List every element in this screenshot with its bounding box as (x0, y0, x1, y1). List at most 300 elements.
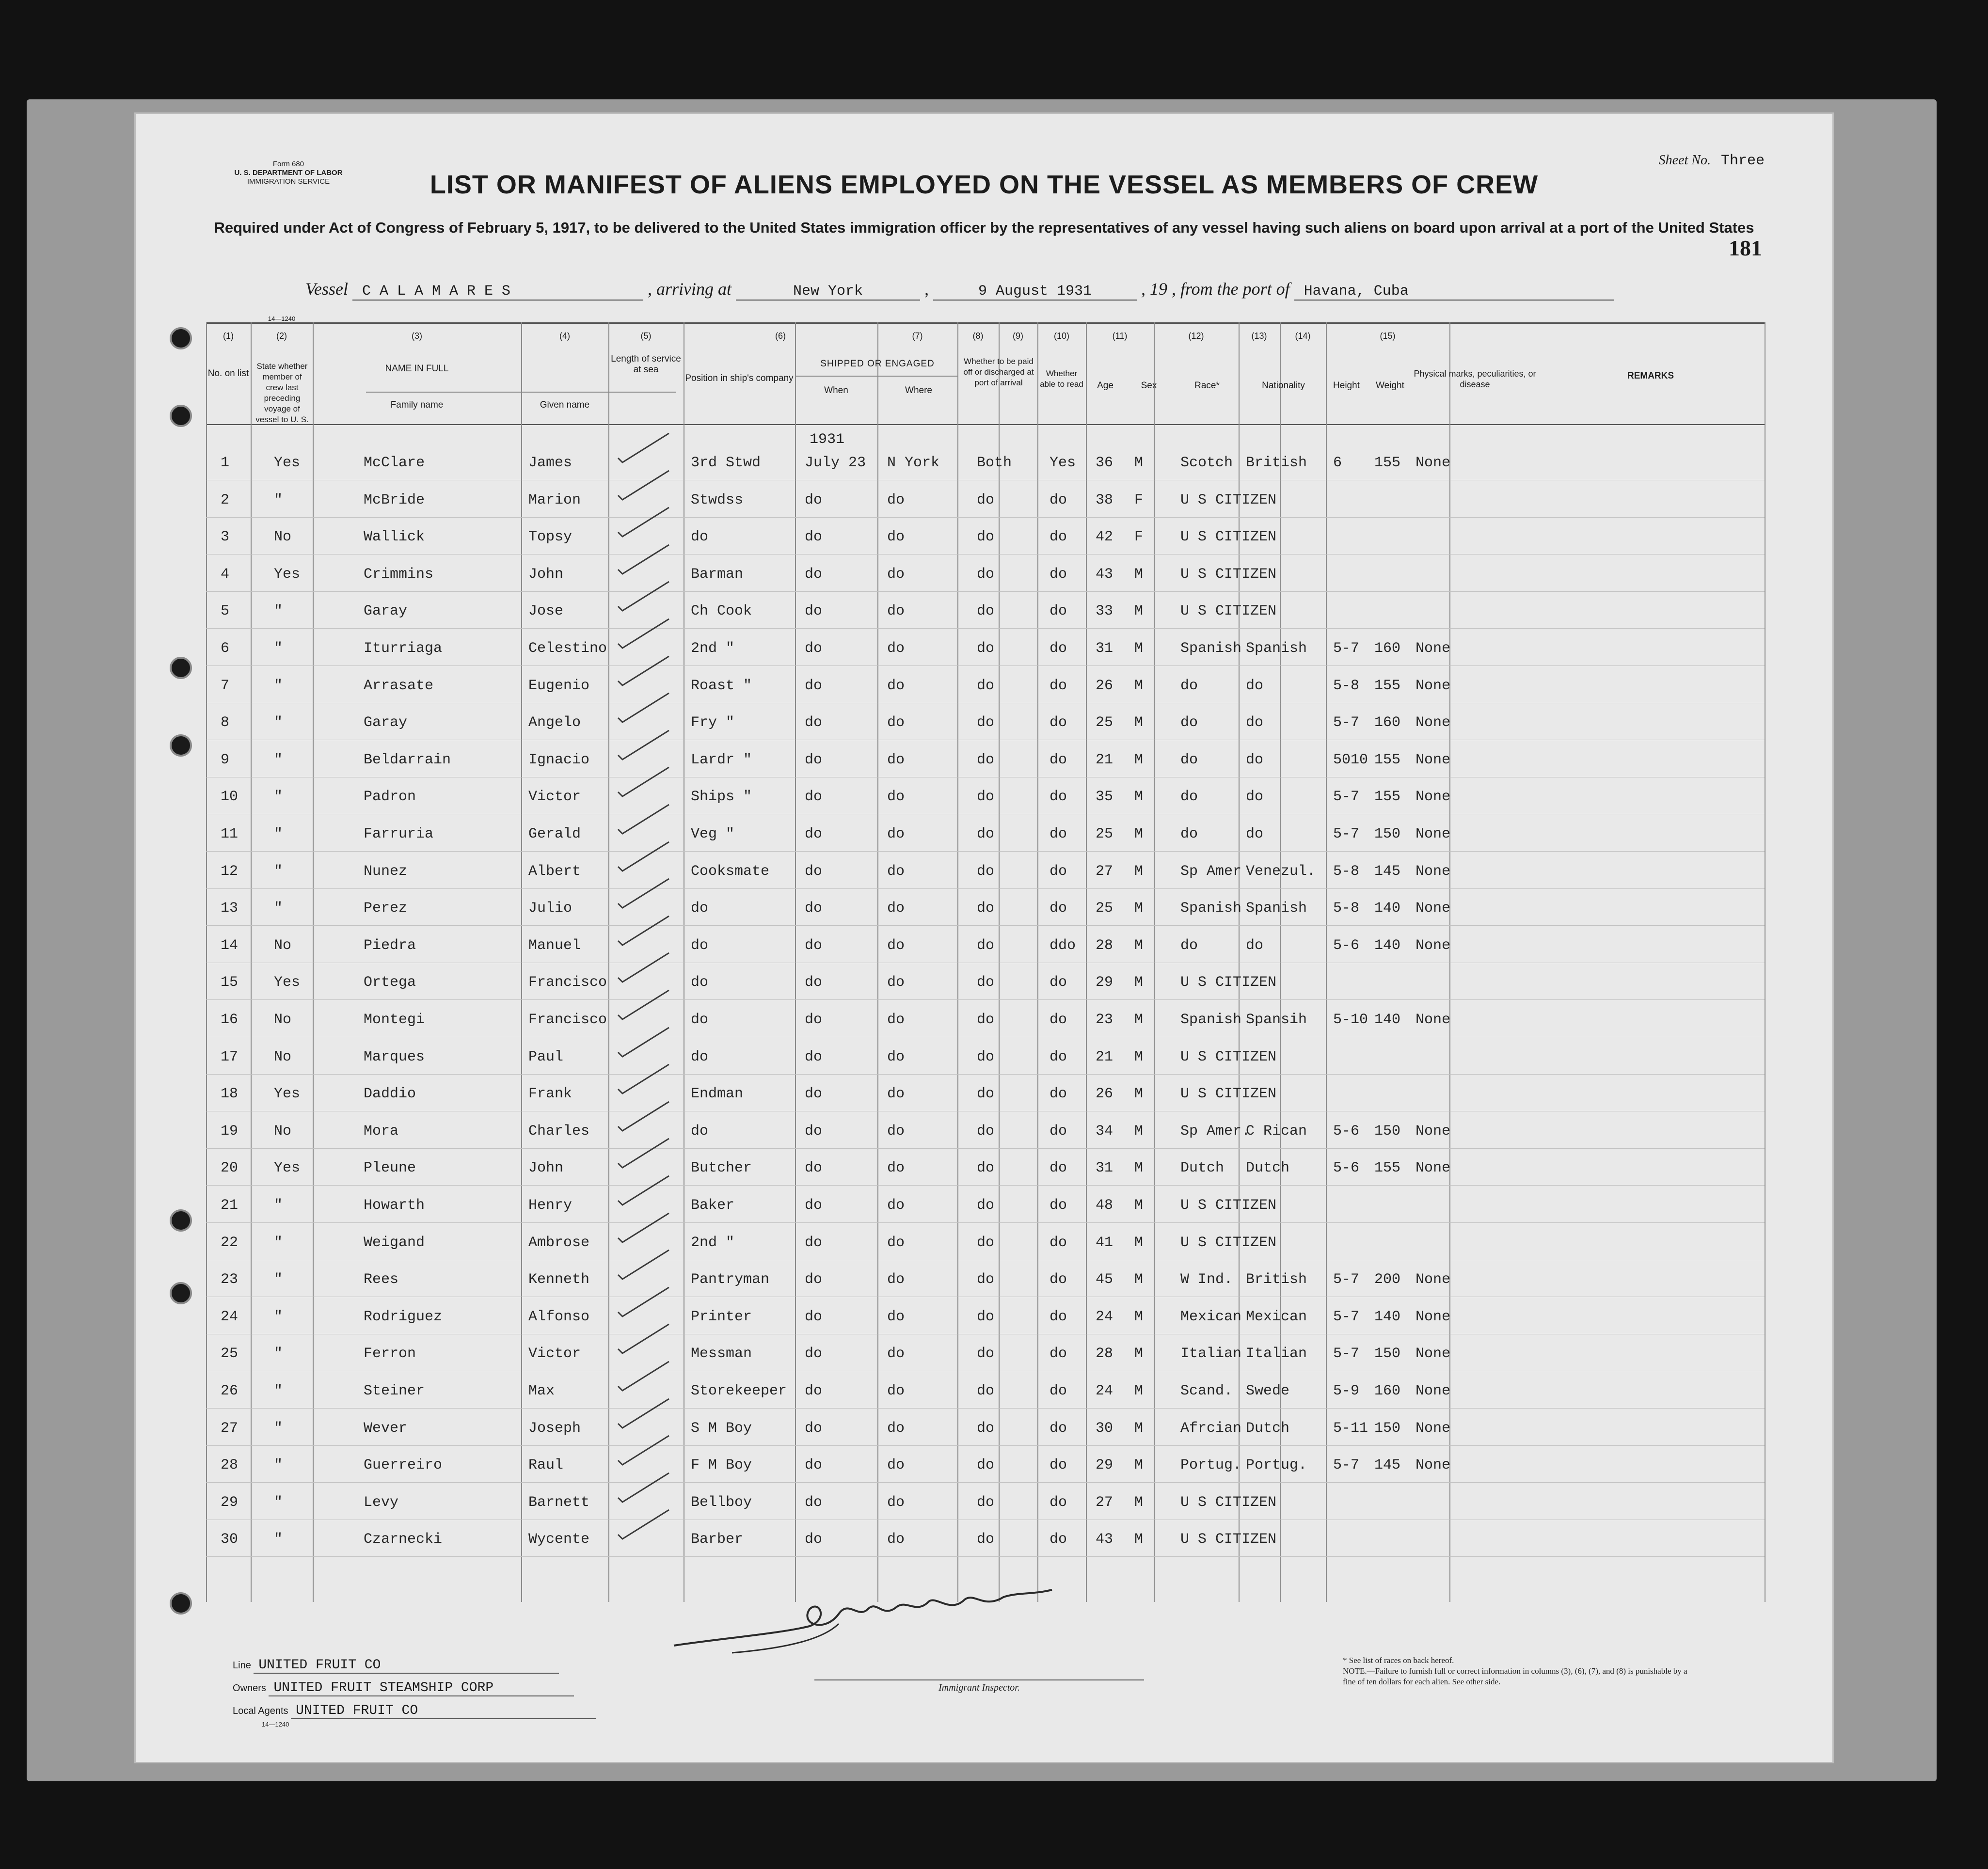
height: 5-6 (1333, 937, 1360, 954)
prev-voyage: " (274, 491, 283, 508)
family-name: McBride (364, 491, 425, 508)
owners-field (233, 1680, 574, 1696)
position: Baker (691, 1197, 735, 1214)
height: 5-7 (1333, 1346, 1360, 1362)
table-row (206, 446, 1765, 481)
weight: 150 (1374, 1346, 1401, 1362)
physical-marks: None (1415, 1271, 1451, 1288)
shipped-where: do (887, 714, 905, 731)
age: 29 (1096, 974, 1113, 991)
height: 5-7 (1333, 826, 1360, 842)
col-head-given: Given name (540, 400, 590, 410)
weight: 150 (1374, 1123, 1401, 1140)
race: Italian (1180, 1346, 1242, 1362)
col-head-no: No. on list (207, 368, 249, 379)
able-to-read: do (1050, 1494, 1067, 1511)
able-to-read: do (1050, 1012, 1067, 1028)
able-to-read: Yes (1050, 455, 1076, 471)
height: 5-7 (1333, 714, 1360, 731)
row-number: 1 (221, 455, 230, 471)
shipped-where: do (887, 900, 905, 917)
race: Scotch (1180, 455, 1233, 471)
col-num-3: (3) (412, 331, 422, 341)
agents-field (233, 1703, 596, 1719)
table-row (206, 706, 1765, 741)
row-number: 12 (221, 863, 239, 880)
check-mark-icon (616, 431, 674, 465)
shipped-when: do (805, 1234, 823, 1251)
col-num-13: (13) (1251, 331, 1267, 341)
col-head-where: Where (905, 385, 932, 396)
check-mark-icon (616, 1026, 674, 1060)
nationality: Italian (1246, 1346, 1307, 1362)
col-head-weight: Weight (1376, 380, 1404, 391)
given-name: Ambrose (528, 1234, 590, 1251)
age: 29 (1096, 1457, 1113, 1474)
check-mark-icon (616, 506, 674, 539)
manifest-title: LIST OR MANIFEST OF ALIENS EMPLOYED ON THE VESSEL AS MEMBERS OF CREW (429, 170, 1539, 199)
able-to-read: do (1050, 863, 1067, 880)
prev-voyage: " (274, 1234, 283, 1251)
paid-off: do (977, 1457, 995, 1474)
shipped-where: do (887, 1271, 905, 1288)
physical-marks: None (1415, 863, 1451, 880)
sex: F (1134, 491, 1144, 508)
paid-off: do (977, 529, 995, 546)
shipped-when: do (805, 491, 823, 508)
table-row (206, 855, 1765, 889)
position: 3rd Stwd (691, 455, 761, 471)
age: 36 (1096, 455, 1113, 471)
family-name: Nunez (364, 863, 408, 880)
weight: 140 (1374, 900, 1401, 917)
able-to-read: do (1050, 1123, 1067, 1140)
paid-off: do (977, 789, 995, 806)
prev-voyage: " (274, 1531, 283, 1548)
punch-hole-icon (170, 734, 192, 757)
shipped-when: do (805, 1308, 823, 1325)
sex: M (1134, 1494, 1144, 1511)
sex: M (1134, 900, 1144, 917)
table-row (206, 1300, 1765, 1335)
given-name: Charles (528, 1123, 590, 1140)
given-name: Francisco (528, 974, 607, 991)
age: 27 (1096, 863, 1113, 880)
able-to-read: do (1050, 677, 1067, 694)
prev-voyage: " (274, 714, 283, 731)
physical-marks: None (1415, 1160, 1451, 1177)
weight: 160 (1374, 1383, 1401, 1399)
sheet-number (1659, 153, 1765, 169)
given-name: Victor (528, 789, 581, 806)
paid-off: do (977, 677, 995, 694)
nationality: do (1246, 714, 1264, 731)
col-head-shipped: SHIPPED OR ENGAGED (820, 359, 935, 369)
paid-off: do (977, 1531, 995, 1548)
col-head-read: Whether able to read (1040, 369, 1083, 389)
given-name: Topsy (528, 529, 573, 546)
check-mark-icon (616, 1137, 674, 1171)
height: 5010 (1333, 751, 1368, 768)
row-number: 28 (221, 1457, 239, 1474)
race: Afrcian (1180, 1420, 1242, 1437)
position: Pantryman (691, 1271, 770, 1288)
nationality: do (1246, 789, 1264, 806)
position: Barman (691, 566, 744, 583)
family-name: Czarnecki (364, 1531, 443, 1548)
race: Spanish (1180, 640, 1242, 657)
height: 5-7 (1333, 1457, 1360, 1474)
given-name: John (528, 566, 564, 583)
shipped-when: do (805, 1346, 823, 1362)
shipped-when: do (805, 1048, 823, 1065)
check-mark-icon (616, 877, 674, 911)
row-number: 20 (221, 1160, 239, 1177)
race: U S CITIZEN (1180, 1234, 1277, 1251)
physical-marks: None (1415, 826, 1451, 842)
paid-off: do (977, 640, 995, 657)
shipped-where: do (887, 974, 905, 991)
row-number: 9 (221, 751, 230, 768)
shipped-when: July 23 (805, 455, 866, 471)
family-name: Pleune (364, 1160, 416, 1177)
row-number: 25 (221, 1346, 239, 1362)
prev-voyage: " (274, 603, 283, 620)
shipped-where: do (887, 1086, 905, 1103)
given-name: Jose (528, 603, 564, 620)
row-number: 21 (221, 1197, 239, 1214)
shipped-where: do (887, 751, 905, 768)
able-to-read: do (1050, 1383, 1067, 1399)
family-name: Mora (364, 1123, 399, 1140)
paid-off: do (977, 1234, 995, 1251)
shipped-where: do (887, 491, 905, 508)
sex: M (1134, 677, 1144, 694)
position: do (691, 1012, 709, 1028)
weight: 160 (1374, 640, 1401, 657)
prev-voyage: " (274, 863, 283, 880)
given-name: Paul (528, 1048, 564, 1065)
table-row (206, 483, 1765, 518)
height: 5-8 (1333, 900, 1360, 917)
able-to-read: do (1050, 1457, 1067, 1474)
age: 21 (1096, 751, 1113, 768)
prev-voyage: " (274, 900, 283, 917)
family-name: Rodriguez (364, 1308, 443, 1325)
prev-voyage: " (274, 789, 283, 806)
prev-voyage: Yes (274, 566, 301, 583)
table-row (206, 1486, 1765, 1521)
shipped-when: do (805, 1457, 823, 1474)
given-name: Joseph (528, 1420, 581, 1437)
family-name: Garay (364, 714, 408, 731)
col-head-length: Length of service at sea (611, 354, 681, 375)
line-label: Line (233, 1660, 251, 1671)
race: U S CITIZEN (1180, 529, 1277, 546)
check-mark-icon (616, 1471, 674, 1505)
sex: M (1134, 789, 1144, 806)
shipped-where: do (887, 603, 905, 620)
family-name: Garay (364, 603, 408, 620)
given-name: Alfonso (528, 1308, 590, 1325)
nationality: do (1246, 937, 1264, 954)
position: Stwdss (691, 491, 744, 508)
race: do (1180, 826, 1198, 842)
table-row (206, 1040, 1765, 1075)
check-mark-icon (616, 914, 674, 948)
sex: M (1134, 826, 1144, 842)
age: 25 (1096, 714, 1113, 731)
table-row (206, 1263, 1765, 1298)
row-number: 10 (221, 789, 239, 806)
age: 21 (1096, 1048, 1113, 1065)
nationality: Spanish (1246, 900, 1307, 917)
age: 35 (1096, 789, 1113, 806)
line-field (233, 1658, 559, 1674)
shipped-when: do (805, 1271, 823, 1288)
table-row (206, 632, 1765, 666)
prev-voyage: " (274, 1308, 283, 1325)
sex: M (1134, 1457, 1144, 1474)
col-head-nationality: Nationality (1262, 380, 1305, 391)
paid-off: do (977, 1383, 995, 1399)
shipped-where: do (887, 863, 905, 880)
nationality: Dutch (1246, 1160, 1290, 1177)
prev-voyage: " (274, 1346, 283, 1362)
punch-hole-icon (170, 327, 192, 349)
height: 6 (1333, 455, 1342, 471)
physical-marks: None (1415, 937, 1451, 954)
table-row (206, 817, 1765, 852)
paid-off: do (977, 714, 995, 731)
able-to-read: do (1050, 714, 1067, 731)
table-row (206, 669, 1765, 704)
inspector-signature-icon (664, 1580, 1062, 1658)
row-number: 30 (221, 1531, 239, 1548)
prev-voyage: Yes (274, 1160, 301, 1177)
given-name: Angelo (528, 714, 581, 731)
able-to-read: do (1050, 974, 1067, 991)
table-row (206, 780, 1765, 815)
sex: M (1134, 1420, 1144, 1437)
owners-label: Owners (233, 1683, 266, 1694)
check-mark-icon (616, 1360, 674, 1394)
col-num-15: (15) (1380, 331, 1396, 341)
page-number: 181 (1729, 236, 1762, 260)
col-num-2: (2) (276, 331, 287, 341)
family-name: Perez (364, 900, 408, 917)
row-number: 14 (221, 937, 239, 954)
shipped-where: do (887, 937, 905, 954)
sex: M (1134, 1346, 1144, 1362)
punch-hole-icon (170, 1282, 192, 1304)
row-number: 24 (221, 1308, 239, 1325)
age: 31 (1096, 1160, 1113, 1177)
col-num-1: (1) (223, 331, 234, 341)
race: do (1180, 789, 1198, 806)
race: W Ind. (1180, 1271, 1233, 1288)
race: Mexican (1180, 1308, 1242, 1325)
table-row (206, 1522, 1765, 1557)
race: U S CITIZEN (1180, 1531, 1277, 1548)
weight: 155 (1374, 677, 1401, 694)
table-row (206, 1114, 1765, 1149)
nationality: Spansih (1246, 1012, 1307, 1028)
position: Veg " (691, 826, 735, 842)
position: do (691, 974, 709, 991)
shipped-when: do (805, 1494, 823, 1511)
shipped-where: do (887, 1048, 905, 1065)
paid-off: do (977, 900, 995, 917)
sex: M (1134, 1048, 1144, 1065)
voyage-line: Vessel C A L A M A R E S , arriving at New York , 9 August 1931 , 19 , from the port of Havana, Cuba (305, 279, 1614, 301)
paid-off: do (977, 974, 995, 991)
able-to-read: do (1050, 1048, 1067, 1065)
sex: M (1134, 863, 1144, 880)
agents-code: 14—1240 (262, 1721, 289, 1728)
row-number: 17 (221, 1048, 239, 1065)
shipped-when: do (805, 1420, 823, 1437)
given-name: Wycente (528, 1531, 590, 1548)
race: Portug. (1180, 1457, 1242, 1474)
age: 26 (1096, 1086, 1113, 1103)
given-name: Gerald (528, 826, 581, 842)
shipped-when: do (805, 1160, 823, 1177)
prev-voyage: No (274, 1123, 292, 1140)
physical-marks: None (1415, 1457, 1451, 1474)
able-to-read: do (1050, 1420, 1067, 1437)
col-num-10: (10) (1053, 331, 1069, 341)
height: 5-6 (1333, 1160, 1360, 1177)
race: Sp Amer (1180, 863, 1242, 880)
nationality: Spanish (1246, 640, 1307, 657)
check-mark-icon (616, 1285, 674, 1319)
age: 43 (1096, 1531, 1113, 1548)
shipped-when: do (805, 826, 823, 842)
paid-off: do (977, 1086, 995, 1103)
paid-off: do (977, 1308, 995, 1325)
punch-hole-icon (170, 405, 192, 427)
race-note: * See list of races on back hereof. (1343, 1656, 1454, 1665)
position: Lardr " (691, 751, 752, 768)
table-row (206, 1411, 1765, 1446)
row-number: 23 (221, 1271, 239, 1288)
age: 23 (1096, 1012, 1113, 1028)
race: Sp Amer. (1180, 1123, 1251, 1140)
agents-label: Local Agents (233, 1706, 288, 1716)
age: 38 (1096, 491, 1113, 508)
physical-marks: None (1415, 751, 1451, 768)
prev-voyage: " (274, 677, 283, 694)
check-mark-icon (616, 1100, 674, 1134)
nationality: do (1246, 826, 1264, 842)
position: do (691, 529, 709, 546)
vessel-name: C A L A M A R E S (352, 283, 643, 301)
shipped-where: do (887, 1012, 905, 1028)
position: Storekeeper (691, 1383, 787, 1399)
col-num-8: (8) (972, 331, 984, 341)
table-row (206, 1151, 1765, 1186)
able-to-read: do (1050, 1308, 1067, 1325)
line-value: UNITED FRUIT CO (254, 1658, 559, 1674)
row-number: 27 (221, 1420, 239, 1437)
given-name: Max (528, 1383, 555, 1399)
race: U S CITIZEN (1180, 1197, 1277, 1214)
weight: 155 (1374, 1160, 1401, 1177)
shipped-when: do (805, 789, 823, 806)
table-row (206, 557, 1765, 592)
punch-hole-icon (170, 1209, 192, 1232)
family-name: Arrasate (364, 677, 434, 694)
position: S M Boy (691, 1420, 752, 1437)
family-name: Piedra (364, 937, 416, 954)
sex: M (1134, 1123, 1144, 1140)
shipped-when: do (805, 640, 823, 657)
row-number: 11 (221, 826, 239, 842)
prev-voyage: " (274, 1457, 283, 1474)
able-to-read: do (1050, 640, 1067, 657)
row-number: 22 (221, 1234, 239, 1251)
paid-off: do (977, 1271, 995, 1288)
col-num-7: (7) (912, 331, 923, 341)
prev-voyage: " (274, 1197, 283, 1214)
agents-value: UNITED FRUIT CO (291, 1703, 596, 1719)
position: do (691, 937, 709, 954)
col-num-6: (6) (775, 331, 786, 341)
family-name: Daddio (364, 1086, 416, 1103)
col-head-prev-voyage: State whether member of crew last preceding voyage of vessel to U. S. (255, 362, 309, 424)
family-name: Weigand (364, 1234, 425, 1251)
shipped-where: do (887, 1494, 905, 1511)
position: Ships " (691, 789, 752, 806)
col-num-4: (4) (559, 331, 570, 341)
row-number: 18 (221, 1086, 239, 1103)
height: 5-7 (1333, 789, 1360, 806)
nationality: Portug. (1246, 1457, 1307, 1474)
nationality: Mexican (1246, 1308, 1307, 1325)
row-number: 5 (221, 603, 230, 620)
able-to-read: do (1050, 900, 1067, 917)
position: Butcher (691, 1160, 752, 1177)
given-name: Raul (528, 1457, 564, 1474)
able-to-read: do (1050, 1531, 1067, 1548)
row-number: 13 (221, 900, 239, 917)
sex: M (1134, 1271, 1144, 1288)
col-num-14: (14) (1295, 331, 1311, 341)
sex: M (1134, 455, 1144, 471)
able-to-read: do (1050, 1197, 1067, 1214)
shipped-where: do (887, 1420, 905, 1437)
col-head-sex: Sex (1141, 380, 1157, 391)
race: Scand. (1180, 1383, 1233, 1399)
col-head-name: NAME IN FULL (385, 364, 449, 374)
col-num-12: (12) (1188, 331, 1204, 341)
punch-hole-icon (170, 657, 192, 679)
prev-voyage: No (274, 529, 292, 546)
age: 45 (1096, 1271, 1113, 1288)
race: U S CITIZEN (1180, 1086, 1277, 1103)
family-name: Levy (364, 1494, 399, 1511)
paid-off: do (977, 1346, 995, 1362)
physical-marks: None (1415, 1346, 1451, 1362)
inspector-label: Immigrant Inspector. (814, 1679, 1144, 1694)
race: Spanish (1180, 1012, 1242, 1028)
shipped-when: do (805, 1197, 823, 1214)
col-head-paid-off: Whether to be paid off or discharged at port of arrival (963, 357, 1034, 387)
paid-off: do (977, 1160, 995, 1177)
sex: M (1134, 566, 1144, 583)
paid-off: do (977, 863, 995, 880)
